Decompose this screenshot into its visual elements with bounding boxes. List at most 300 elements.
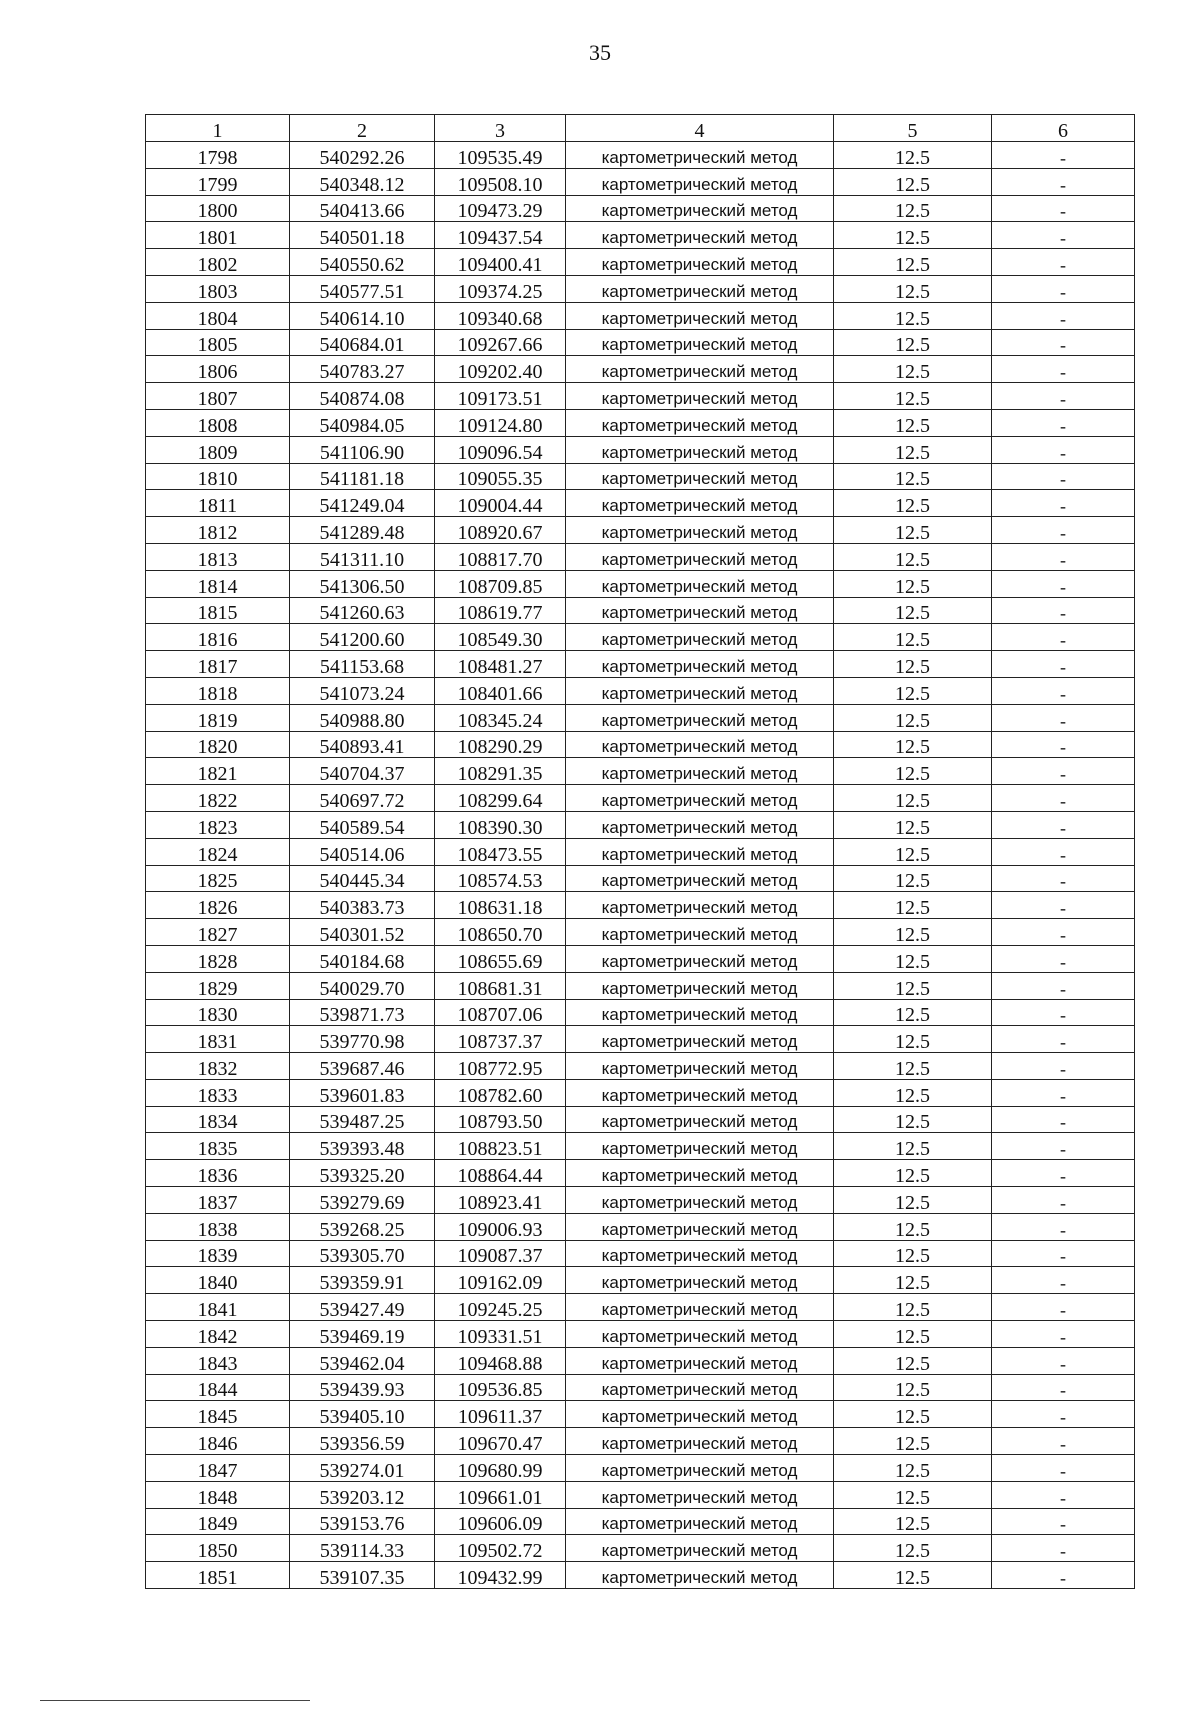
x-coordinate-cell: 539325.20 — [290, 1160, 435, 1187]
method-cell: картометрический метод — [566, 1240, 834, 1267]
method-cell: картометрический метод — [566, 543, 834, 570]
y-coordinate-cell: 108299.64 — [435, 785, 566, 812]
x-coordinate-cell: 539687.46 — [290, 1053, 435, 1080]
x-coordinate-cell: 541306.50 — [290, 570, 435, 597]
point-number-cell: 1831 — [146, 1026, 290, 1053]
point-number-cell: 1834 — [146, 1106, 290, 1133]
y-coordinate-cell: 109400.41 — [435, 249, 566, 276]
accuracy-cell: 12.5 — [834, 490, 992, 517]
accuracy-cell: 12.5 — [834, 543, 992, 570]
y-coordinate-cell: 109508.10 — [435, 168, 566, 195]
table-row — [146, 168, 1135, 195]
accuracy-cell: 12.5 — [834, 1213, 992, 1240]
accuracy-cell: 12.5 — [834, 383, 992, 410]
accuracy-cell: 12.5 — [834, 1562, 992, 1589]
point-number-cell: 1808 — [146, 409, 290, 436]
x-coordinate-cell: 540550.62 — [290, 249, 435, 276]
note-cell: - — [992, 1267, 1135, 1294]
point-number-cell: 1839 — [146, 1240, 290, 1267]
point-number-cell: 1833 — [146, 1079, 290, 1106]
x-coordinate-cell: 540704.37 — [290, 758, 435, 785]
point-number-cell: 1846 — [146, 1428, 290, 1455]
note-cell: - — [992, 490, 1135, 517]
point-number-cell: 1841 — [146, 1294, 290, 1321]
note-cell: - — [992, 1401, 1135, 1428]
y-coordinate-cell: 108793.50 — [435, 1106, 566, 1133]
table-row — [146, 195, 1135, 222]
point-number-cell: 1851 — [146, 1562, 290, 1589]
accuracy-cell: 12.5 — [834, 999, 992, 1026]
method-cell: картометрический метод — [566, 1160, 834, 1187]
note-cell: - — [992, 865, 1135, 892]
table-row — [146, 142, 1135, 169]
y-coordinate-cell: 109055.35 — [435, 463, 566, 490]
x-coordinate-cell: 540984.05 — [290, 409, 435, 436]
method-cell: картометрический метод — [566, 1428, 834, 1455]
note-cell: - — [992, 811, 1135, 838]
accuracy-cell: 12.5 — [834, 704, 992, 731]
accuracy-cell: 12.5 — [834, 651, 992, 678]
column-header: 5 — [834, 115, 992, 142]
accuracy-cell: 12.5 — [834, 972, 992, 999]
point-number-cell: 1801 — [146, 222, 290, 249]
method-cell: картометрический метод — [566, 490, 834, 517]
method-cell: картометрический метод — [566, 409, 834, 436]
x-coordinate-cell: 539439.93 — [290, 1374, 435, 1401]
method-cell: картометрический метод — [566, 249, 834, 276]
accuracy-cell: 12.5 — [834, 1428, 992, 1455]
note-cell: - — [992, 1481, 1135, 1508]
table-row — [146, 383, 1135, 410]
note-cell: - — [992, 570, 1135, 597]
table-row — [146, 1481, 1135, 1508]
accuracy-cell: 12.5 — [834, 597, 992, 624]
method-cell: картометрический метод — [566, 1508, 834, 1535]
table-row — [146, 490, 1135, 517]
table-row — [146, 1428, 1135, 1455]
note-cell: - — [992, 1240, 1135, 1267]
point-number-cell: 1809 — [146, 436, 290, 463]
table-row — [146, 436, 1135, 463]
y-coordinate-cell: 109670.47 — [435, 1428, 566, 1455]
table-row — [146, 597, 1135, 624]
y-coordinate-cell: 108923.41 — [435, 1187, 566, 1214]
x-coordinate-cell: 539770.98 — [290, 1026, 435, 1053]
x-coordinate-cell: 540445.34 — [290, 865, 435, 892]
y-coordinate-cell: 109162.09 — [435, 1267, 566, 1294]
method-cell: картометрический метод — [566, 1562, 834, 1589]
x-coordinate-cell: 540501.18 — [290, 222, 435, 249]
method-cell: картометрический метод — [566, 865, 834, 892]
y-coordinate-cell: 108737.37 — [435, 1026, 566, 1053]
x-coordinate-cell: 539203.12 — [290, 1481, 435, 1508]
table-row — [146, 919, 1135, 946]
y-coordinate-cell: 108864.44 — [435, 1160, 566, 1187]
accuracy-cell: 12.5 — [834, 1053, 992, 1080]
x-coordinate-cell: 540783.27 — [290, 356, 435, 383]
note-cell: - — [992, 1508, 1135, 1535]
y-coordinate-cell: 109661.01 — [435, 1481, 566, 1508]
accuracy-cell: 12.5 — [834, 1535, 992, 1562]
accuracy-cell: 12.5 — [834, 811, 992, 838]
table-row — [146, 1508, 1135, 1535]
table-row — [146, 1213, 1135, 1240]
table-row — [146, 677, 1135, 704]
y-coordinate-cell: 109606.09 — [435, 1508, 566, 1535]
accuracy-cell: 12.5 — [834, 142, 992, 169]
method-cell: картометрический метод — [566, 624, 834, 651]
note-cell: - — [992, 356, 1135, 383]
y-coordinate-cell: 108345.24 — [435, 704, 566, 731]
point-number-cell: 1810 — [146, 463, 290, 490]
y-coordinate-cell: 108655.69 — [435, 945, 566, 972]
point-number-cell: 1811 — [146, 490, 290, 517]
point-number-cell: 1820 — [146, 731, 290, 758]
method-cell: картометрический метод — [566, 677, 834, 704]
x-coordinate-cell: 540614.10 — [290, 302, 435, 329]
table-row — [146, 1133, 1135, 1160]
table-row — [146, 543, 1135, 570]
method-cell: картометрический метод — [566, 142, 834, 169]
table-row — [146, 624, 1135, 651]
point-number-cell: 1807 — [146, 383, 290, 410]
note-cell: - — [992, 1053, 1135, 1080]
accuracy-cell: 12.5 — [834, 1455, 992, 1482]
table-row — [146, 356, 1135, 383]
x-coordinate-cell: 540292.26 — [290, 142, 435, 169]
point-number-cell: 1845 — [146, 1401, 290, 1428]
point-number-cell: 1835 — [146, 1133, 290, 1160]
y-coordinate-cell: 108473.55 — [435, 838, 566, 865]
note-cell: - — [992, 409, 1135, 436]
table-row — [146, 409, 1135, 436]
table-row — [146, 1347, 1135, 1374]
accuracy-cell: 12.5 — [834, 731, 992, 758]
note-cell: - — [992, 1535, 1135, 1562]
method-cell: картометрический метод — [566, 972, 834, 999]
point-number-cell: 1847 — [146, 1455, 290, 1482]
point-number-cell: 1823 — [146, 811, 290, 838]
y-coordinate-cell: 108290.29 — [435, 731, 566, 758]
accuracy-cell: 12.5 — [834, 1026, 992, 1053]
note-cell: - — [992, 222, 1135, 249]
method-cell: картометрический метод — [566, 1053, 834, 1080]
point-number-cell: 1800 — [146, 195, 290, 222]
x-coordinate-cell: 539427.49 — [290, 1294, 435, 1321]
y-coordinate-cell: 109611.37 — [435, 1401, 566, 1428]
y-coordinate-cell: 108681.31 — [435, 972, 566, 999]
y-coordinate-cell: 109473.29 — [435, 195, 566, 222]
y-coordinate-cell: 109536.85 — [435, 1374, 566, 1401]
y-coordinate-cell: 108619.77 — [435, 597, 566, 624]
y-coordinate-cell: 108631.18 — [435, 892, 566, 919]
note-cell: - — [992, 1562, 1135, 1589]
point-number-cell: 1830 — [146, 999, 290, 1026]
table-row — [146, 249, 1135, 276]
table-row — [146, 972, 1135, 999]
method-cell: картометрический метод — [566, 1535, 834, 1562]
table-row — [146, 731, 1135, 758]
accuracy-cell: 12.5 — [834, 624, 992, 651]
accuracy-cell: 12.5 — [834, 222, 992, 249]
note-cell: - — [992, 1347, 1135, 1374]
table-row — [146, 758, 1135, 785]
y-coordinate-cell: 109468.88 — [435, 1347, 566, 1374]
note-cell: - — [992, 1187, 1135, 1214]
note-cell: - — [992, 785, 1135, 812]
point-number-cell: 1816 — [146, 624, 290, 651]
x-coordinate-cell: 541181.18 — [290, 463, 435, 490]
note-cell: - — [992, 543, 1135, 570]
x-coordinate-cell: 541311.10 — [290, 543, 435, 570]
x-coordinate-cell: 539462.04 — [290, 1347, 435, 1374]
note-cell: - — [992, 731, 1135, 758]
x-coordinate-cell: 539487.25 — [290, 1106, 435, 1133]
accuracy-cell: 12.5 — [834, 1079, 992, 1106]
y-coordinate-cell: 108481.27 — [435, 651, 566, 678]
x-coordinate-cell: 541289.48 — [290, 517, 435, 544]
y-coordinate-cell: 108782.60 — [435, 1079, 566, 1106]
note-cell: - — [992, 704, 1135, 731]
y-coordinate-cell: 109340.68 — [435, 302, 566, 329]
x-coordinate-cell: 540301.52 — [290, 919, 435, 946]
accuracy-cell: 12.5 — [834, 1240, 992, 1267]
note-cell: - — [992, 275, 1135, 302]
note-cell: - — [992, 329, 1135, 356]
y-coordinate-cell: 109680.99 — [435, 1455, 566, 1482]
accuracy-cell: 12.5 — [834, 1401, 992, 1428]
method-cell: картометрический метод — [566, 1213, 834, 1240]
method-cell: картометрический метод — [566, 436, 834, 463]
method-cell: картометрический метод — [566, 1187, 834, 1214]
x-coordinate-cell: 540514.06 — [290, 838, 435, 865]
x-coordinate-cell: 539268.25 — [290, 1213, 435, 1240]
table-row — [146, 1374, 1135, 1401]
note-cell: - — [992, 945, 1135, 972]
y-coordinate-cell: 109087.37 — [435, 1240, 566, 1267]
note-cell: - — [992, 1106, 1135, 1133]
method-cell: картометрический метод — [566, 1374, 834, 1401]
point-number-cell: 1821 — [146, 758, 290, 785]
table-row — [146, 463, 1135, 490]
note-cell: - — [992, 758, 1135, 785]
y-coordinate-cell: 109502.72 — [435, 1535, 566, 1562]
table-row — [146, 704, 1135, 731]
accuracy-cell: 12.5 — [834, 275, 992, 302]
x-coordinate-cell: 540029.70 — [290, 972, 435, 999]
method-cell: картометрический метод — [566, 758, 834, 785]
y-coordinate-cell: 109267.66 — [435, 329, 566, 356]
table-row — [146, 517, 1135, 544]
method-cell: картометрический метод — [566, 1401, 834, 1428]
table-row — [146, 811, 1135, 838]
method-cell: картометрический метод — [566, 838, 834, 865]
note-cell: - — [992, 892, 1135, 919]
method-cell: картометрический метод — [566, 1133, 834, 1160]
note-cell: - — [992, 597, 1135, 624]
table-row — [146, 865, 1135, 892]
method-cell: картометрический метод — [566, 517, 834, 544]
method-cell: картометрический метод — [566, 168, 834, 195]
point-number-cell: 1827 — [146, 919, 290, 946]
accuracy-cell: 12.5 — [834, 409, 992, 436]
note-cell: - — [992, 838, 1135, 865]
note-cell: - — [992, 195, 1135, 222]
x-coordinate-cell: 539469.19 — [290, 1321, 435, 1348]
y-coordinate-cell: 108823.51 — [435, 1133, 566, 1160]
point-number-cell: 1805 — [146, 329, 290, 356]
point-number-cell: 1813 — [146, 543, 290, 570]
column-header: 3 — [435, 115, 566, 142]
point-number-cell: 1825 — [146, 865, 290, 892]
table-row — [146, 1401, 1135, 1428]
footer-divider — [40, 1700, 310, 1701]
y-coordinate-cell: 109374.25 — [435, 275, 566, 302]
method-cell: картометрический метод — [566, 1455, 834, 1482]
y-coordinate-cell: 108401.66 — [435, 677, 566, 704]
accuracy-cell: 12.5 — [834, 1133, 992, 1160]
point-number-cell: 1819 — [146, 704, 290, 731]
table-header-row — [146, 115, 1135, 142]
method-cell: картометрический метод — [566, 892, 834, 919]
method-cell: картометрический метод — [566, 275, 834, 302]
table-row — [146, 785, 1135, 812]
table-row — [146, 1294, 1135, 1321]
method-cell: картометрический метод — [566, 1481, 834, 1508]
accuracy-cell: 12.5 — [834, 758, 992, 785]
y-coordinate-cell: 108574.53 — [435, 865, 566, 892]
method-cell: картометрический метод — [566, 1347, 834, 1374]
note-cell: - — [992, 249, 1135, 276]
note-cell: - — [992, 1213, 1135, 1240]
method-cell: картометрический метод — [566, 1079, 834, 1106]
accuracy-cell: 12.5 — [834, 436, 992, 463]
column-header: 2 — [290, 115, 435, 142]
column-header: 6 — [992, 115, 1135, 142]
method-cell: картометрический метод — [566, 704, 834, 731]
table-row — [146, 651, 1135, 678]
point-number-cell: 1829 — [146, 972, 290, 999]
x-coordinate-cell: 540684.01 — [290, 329, 435, 356]
note-cell: - — [992, 517, 1135, 544]
accuracy-cell: 12.5 — [834, 838, 992, 865]
point-number-cell: 1815 — [146, 597, 290, 624]
note-cell: - — [992, 463, 1135, 490]
method-cell: картометрический метод — [566, 731, 834, 758]
accuracy-cell: 12.5 — [834, 302, 992, 329]
method-cell: картометрический метод — [566, 945, 834, 972]
table-row — [146, 329, 1135, 356]
point-number-cell: 1838 — [146, 1213, 290, 1240]
y-coordinate-cell: 108817.70 — [435, 543, 566, 570]
accuracy-cell: 12.5 — [834, 865, 992, 892]
x-coordinate-cell: 539305.70 — [290, 1240, 435, 1267]
method-cell: картометрический метод — [566, 1294, 834, 1321]
x-coordinate-cell: 541073.24 — [290, 677, 435, 704]
accuracy-cell: 12.5 — [834, 1481, 992, 1508]
accuracy-cell: 12.5 — [834, 1374, 992, 1401]
accuracy-cell: 12.5 — [834, 1187, 992, 1214]
y-coordinate-cell: 109432.99 — [435, 1562, 566, 1589]
point-number-cell: 1814 — [146, 570, 290, 597]
point-number-cell: 1799 — [146, 168, 290, 195]
x-coordinate-cell: 539107.35 — [290, 1562, 435, 1589]
method-cell: картометрический метод — [566, 651, 834, 678]
coordinates-table — [145, 114, 1135, 1589]
y-coordinate-cell: 109006.93 — [435, 1213, 566, 1240]
accuracy-cell: 12.5 — [834, 677, 992, 704]
point-number-cell: 1826 — [146, 892, 290, 919]
point-number-cell: 1849 — [146, 1508, 290, 1535]
y-coordinate-cell: 109096.54 — [435, 436, 566, 463]
column-header: 1 — [146, 115, 290, 142]
note-cell: - — [992, 436, 1135, 463]
y-coordinate-cell: 108709.85 — [435, 570, 566, 597]
x-coordinate-cell: 540184.68 — [290, 945, 435, 972]
x-coordinate-cell: 541249.04 — [290, 490, 435, 517]
x-coordinate-cell: 539871.73 — [290, 999, 435, 1026]
y-coordinate-cell: 109202.40 — [435, 356, 566, 383]
y-coordinate-cell: 108772.95 — [435, 1053, 566, 1080]
method-cell: картометрический метод — [566, 570, 834, 597]
accuracy-cell: 12.5 — [834, 1294, 992, 1321]
accuracy-cell: 12.5 — [834, 785, 992, 812]
note-cell: - — [992, 1455, 1135, 1482]
y-coordinate-cell: 108650.70 — [435, 919, 566, 946]
point-number-cell: 1832 — [146, 1053, 290, 1080]
note-cell: - — [992, 651, 1135, 678]
x-coordinate-cell: 539359.91 — [290, 1267, 435, 1294]
y-coordinate-cell: 109245.25 — [435, 1294, 566, 1321]
table-row — [146, 1240, 1135, 1267]
point-number-cell: 1843 — [146, 1347, 290, 1374]
table-row — [146, 1079, 1135, 1106]
x-coordinate-cell: 541106.90 — [290, 436, 435, 463]
table-row — [146, 838, 1135, 865]
note-cell: - — [992, 142, 1135, 169]
method-cell: картометрический метод — [566, 1026, 834, 1053]
point-number-cell: 1840 — [146, 1267, 290, 1294]
accuracy-cell: 12.5 — [834, 168, 992, 195]
point-number-cell: 1822 — [146, 785, 290, 812]
table-row — [146, 275, 1135, 302]
method-cell: картометрический метод — [566, 356, 834, 383]
point-number-cell: 1824 — [146, 838, 290, 865]
y-coordinate-cell: 108920.67 — [435, 517, 566, 544]
x-coordinate-cell: 540589.54 — [290, 811, 435, 838]
x-coordinate-cell: 539405.10 — [290, 1401, 435, 1428]
x-coordinate-cell: 540874.08 — [290, 383, 435, 410]
accuracy-cell: 12.5 — [834, 945, 992, 972]
x-coordinate-cell: 541260.63 — [290, 597, 435, 624]
method-cell: картометрический метод — [566, 785, 834, 812]
y-coordinate-cell: 108390.30 — [435, 811, 566, 838]
x-coordinate-cell: 541200.60 — [290, 624, 435, 651]
accuracy-cell: 12.5 — [834, 1267, 992, 1294]
y-coordinate-cell: 108549.30 — [435, 624, 566, 651]
method-cell: картометрический метод — [566, 1321, 834, 1348]
note-cell: - — [992, 1160, 1135, 1187]
accuracy-cell: 12.5 — [834, 329, 992, 356]
accuracy-cell: 12.5 — [834, 1321, 992, 1348]
x-coordinate-cell: 539114.33 — [290, 1535, 435, 1562]
y-coordinate-cell: 109535.49 — [435, 142, 566, 169]
method-cell: картометрический метод — [566, 383, 834, 410]
x-coordinate-cell: 539153.76 — [290, 1508, 435, 1535]
point-number-cell: 1804 — [146, 302, 290, 329]
point-number-cell: 1802 — [146, 249, 290, 276]
table-row — [146, 1187, 1135, 1214]
